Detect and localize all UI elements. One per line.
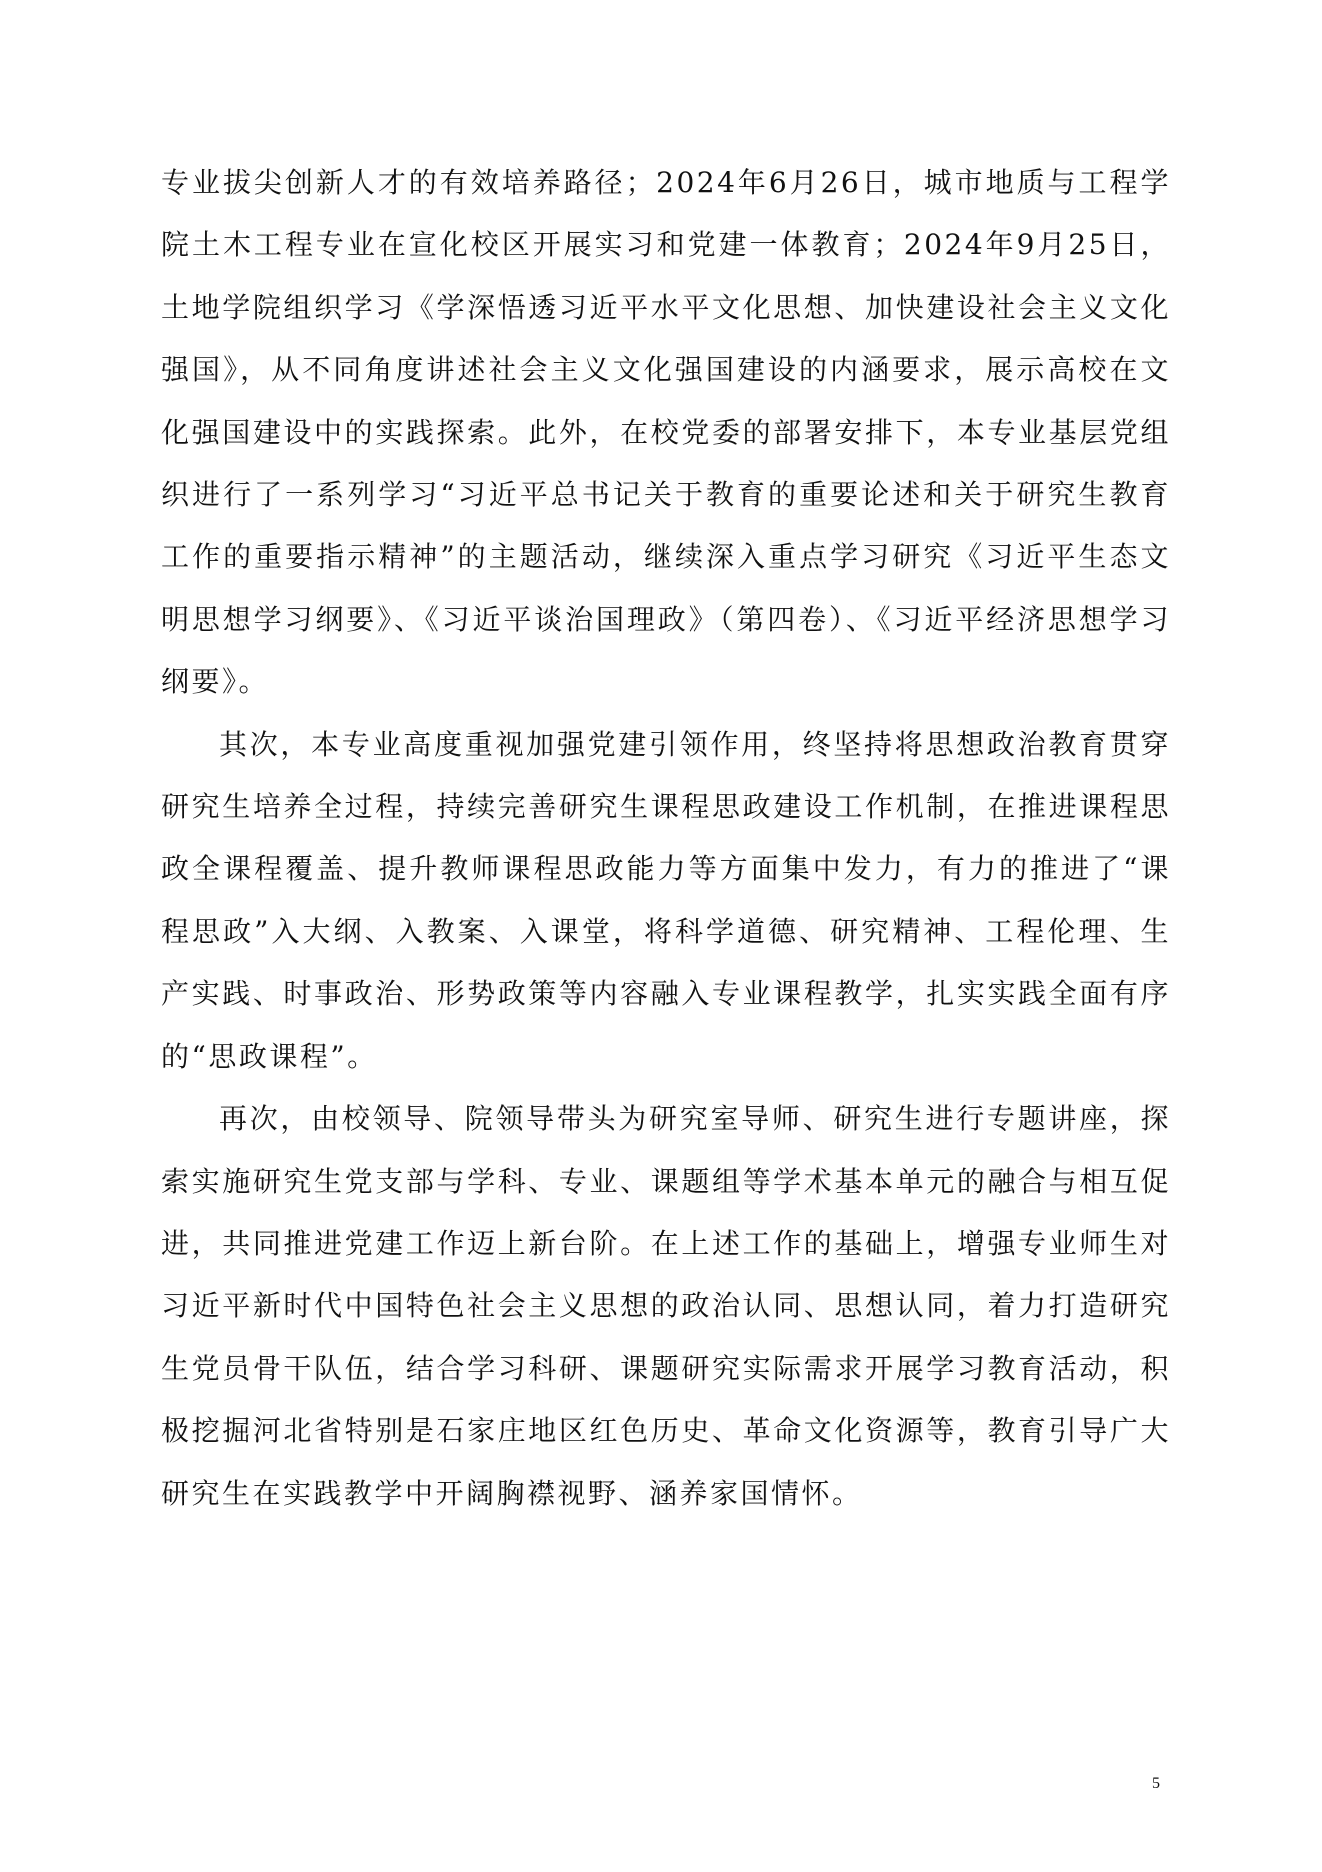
paragraph-continued: 专业拔尖创新人才的有效培养路径；2024年6月26日，城市地质与工程学院土木工程专业在宣化校区开展实习和党建一体教育；2024年9月25日，土地学院组织学习《学深悟透习近平水平文化思想、加快建设社会主义文化强国》，从不同角度讲述社会主义文化强国建设的内涵要求，展示高校在文化强国建设中的实践探索。此外，在校党委的部署安排下，本专业基层党组织进行了一系列学习“习近平总书记关于教育的重要论述和关于研究生教育工作的重要指示精神”的主题活动，继续深入重点学习研究《习近平生态文明思想学习纲要》、《习近平谈治国理政》（第四卷）、《习近平经济思想学习纲要》。: [161, 166, 1171, 699]
body-text: [161, 152, 1171, 1525]
page-number: 5: [1152, 1775, 1160, 1792]
paragraph-secondly: 其次，本专业高度重视加强党建引领作用，终坚持将思想政治教育贯穿研究生培养全过程，持续完善研究生课程思政建设工作机制，在推进课程思政全课程覆盖、提升教师课程思政能力等方面集中发力，有力的推进了“课程思政”入大纲、入教案、入课堂，将科学道德、研究精神、工程伦理、生产实践、时事政治、形势政策等内容融入专业课程教学，扎实实践全面有序的“思政课程”。: [161, 727, 1171, 1073]
paragraph-thirdly: 再次，由校领导、院领导带头为研究室导师、研究生进行专题讲座，探索实施研究生党支部与学科、专业、课题组等学术基本单元的融合与相互促进，共同推进党建工作迈上新台阶。在上述工作的基础上，增强专业师生对习近平新时代中国特色社会主义思想的政治认同、思想认同，着力打造研究生党员骨干队伍，结合学习科研、课题研究实际需求开展学习教育活动，积极挖掘河北省特别是石家庄地区红色历史、革命文化资源等，教育引导广大研究生在实践教学中开阔胸襟视野、涵养家国情怀。: [161, 1102, 1171, 1510]
